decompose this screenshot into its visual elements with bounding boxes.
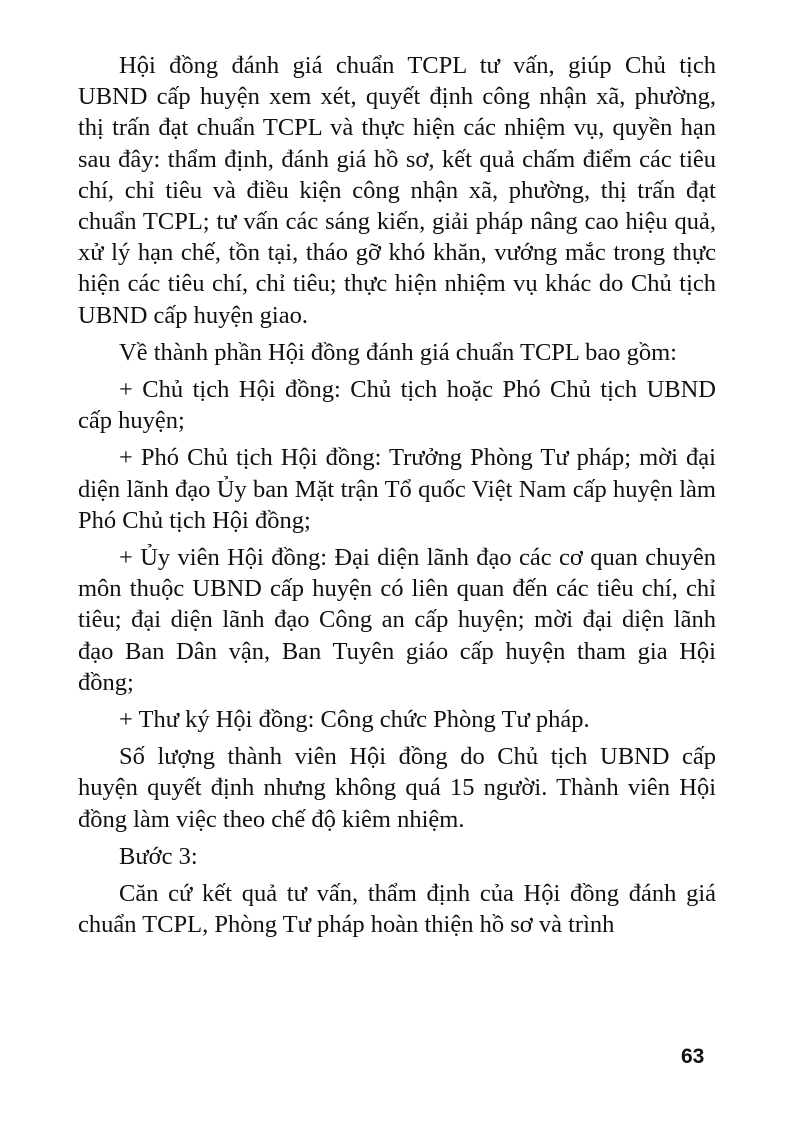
paragraph-secretary: + Thư ký Hội đồng: Công chức Phòng Tư pháp. (119, 706, 590, 734)
paragraph-council-composition: Về thành phần Hội đồng đánh giá chuẩn TCPL bao gồm: (119, 338, 677, 366)
paragraph-chairman: + Chủ tịch Hội đồng: Chủ tịch hoặc Phó Chủ tịch UBND cấp huyện; (78, 376, 716, 435)
page-number: 63 (681, 1045, 705, 1068)
paragraph-council-duties: Hội đồng đánh giá chuẩn TCPL tư vấn, giúp Chủ tịch UBND cấp huyện xem xét, quyết định công nhận xã, phường, thị trấn đạt chuẩn TCPL và thực hiện các nhiệm vụ, quyền hạn sau đây: thẩm định, đánh giá hồ sơ, kết quả chấm điểm các tiêu chí, chỉ tiêu và điều kiện công nhận xã, phường, thị trấn đạt chuẩn TCPL; tư vấn các sáng kiến, giải pháp nâng cao hiệu quả, xử lý hạn chế, tồn tại, tháo gỡ khó khăn, vướng mắc trong thực hiện các tiêu chí, chỉ tiêu; thực hiện nhiệm vụ khác do Chủ tịch UBND cấp huyện giao. (78, 52, 716, 329)
paragraph-step-3-body: Căn cứ kết quả tư vấn, thẩm định của Hội đồng đánh giá chuẩn TCPL, Phòng Tư pháp hoàn thiện hồ sơ và trình (78, 880, 716, 939)
paragraph-vice-chairman: + Phó Chủ tịch Hội đồng: Trưởng Phòng Tư pháp; mời đại diện lãnh đạo Ủy ban Mặt trận Tổ quốc Việt Nam cấp huyện làm Phó Chủ tịch Hội đồng; (78, 444, 716, 534)
paragraph-member-count: Số lượng thành viên Hội đồng do Chủ tịch UBND cấp huyện quyết định nhưng không quá 15 người. Thành viên Hội đồng làm việc theo chế độ kiêm nhiệm. (78, 743, 716, 833)
paragraph-step-3-heading: Bước 3: (119, 842, 198, 870)
paragraph-members: + Ủy viên Hội đồng: Đại diện lãnh đạo các cơ quan chuyên môn thuộc UBND cấp huyện có liên quan đến các tiêu chí, chỉ tiêu; đại diện lãnh đạo Công an cấp huyện; mời đại diện lãnh đạo Ban Dân vận, Ban Tuyên giáo cấp huyện tham gia Hội đồng; (78, 544, 716, 696)
body-text (78, 50, 716, 946)
